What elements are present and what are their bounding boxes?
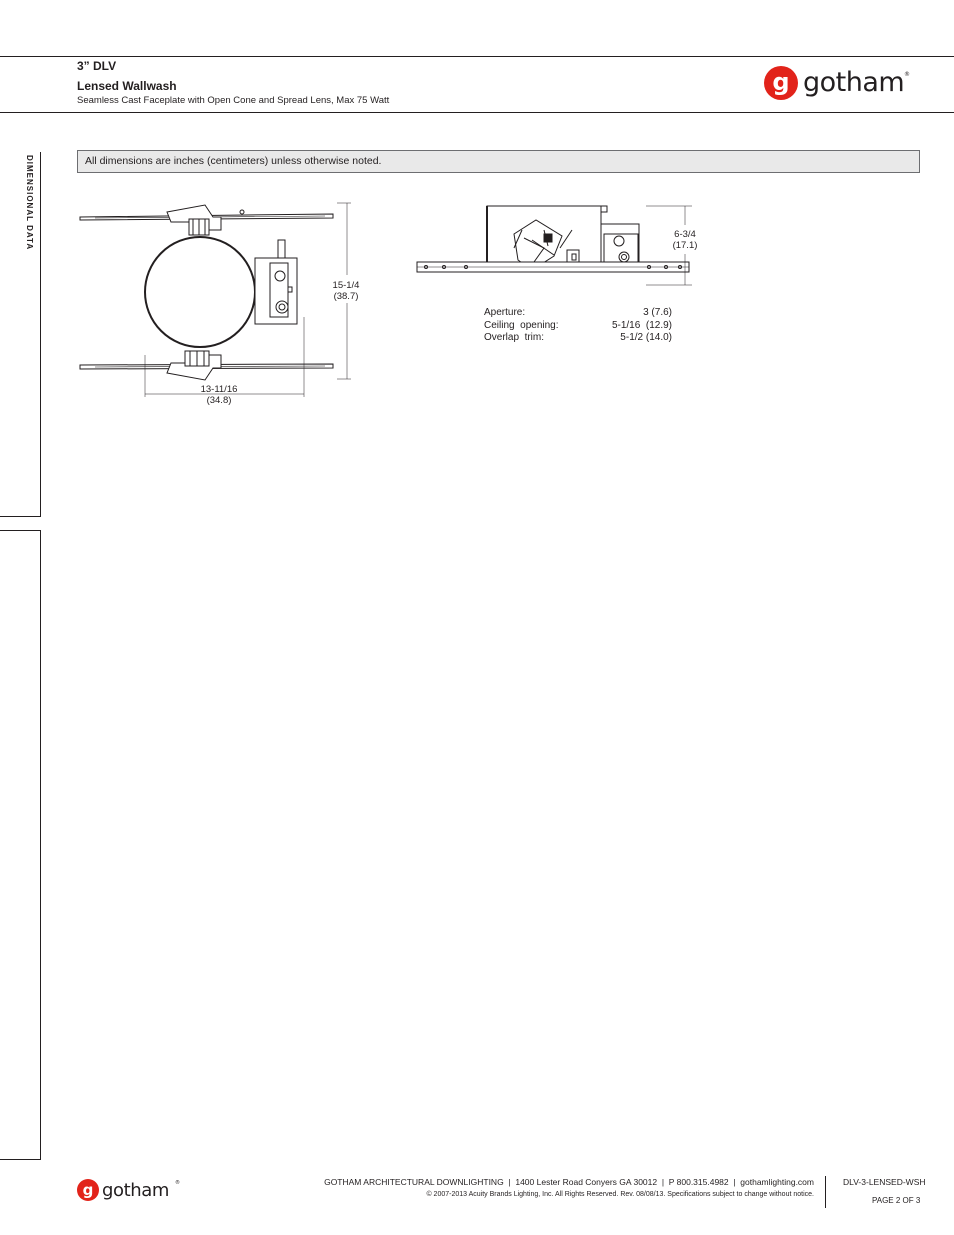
- plan-height-dimension: 15-1/4 (38.7): [332, 280, 360, 302]
- gotham-logo-mark-icon: [764, 64, 914, 104]
- sidebar-rule-lower-head: [0, 530, 41, 531]
- footer-logo: [77, 1177, 187, 1205]
- spec-row-ceiling-opening: Ceiling opening: 5-1/16 (12.9): [484, 319, 672, 331]
- page-number: PAGE 2 OF 3: [872, 1196, 921, 1205]
- sidebar-rule-lower-foot: [0, 1159, 41, 1160]
- spec-row-aperture: Aperture: 3 (7.6): [484, 307, 672, 318]
- gotham-logo: [764, 64, 914, 104]
- svg-text:®: ®: [904, 71, 910, 78]
- svg-text:gotham: gotham: [102, 1180, 170, 1201]
- plan-view-drawing: [75, 195, 365, 410]
- section-label: DIMENSIONAL DATA: [25, 155, 34, 251]
- sidebar-rule-lower: [40, 530, 41, 1160]
- svg-text:gotham: gotham: [803, 67, 905, 98]
- plan-width-dimension: 13-11/16 (34.8): [200, 384, 238, 406]
- footer-address: GOTHAM ARCHITECTURAL DOWNLIGHTING | 1400 Lester Road Conyers GA 30012 | P 800.315.4982 | gothamlighting.com: [324, 1177, 814, 1187]
- sidebar-rule-upper: [40, 152, 41, 516]
- footer-logo-mark-icon: [77, 1177, 187, 1205]
- header-top-rule: [0, 56, 954, 57]
- document-code: DLV-3-LENSED-WSH: [843, 1177, 926, 1187]
- footer-copyright: © 2007-2013 Acuity Brands Lighting, Inc. All Rights Reserved. Rev. 08/08/13. Specifications subject to change without notice.: [426, 1191, 814, 1198]
- footer-divider: [825, 1176, 826, 1208]
- product-description: Seamless Cast Faceplate with Open Cone and Spread Lens, Max 75 Watt: [77, 95, 390, 106]
- header-bottom-rule: [0, 112, 954, 113]
- svg-text:g: g: [772, 68, 790, 96]
- dimensions-note: All dimensions are inches (centimeters) unless otherwise noted.: [77, 150, 920, 173]
- sidebar-rule-upper-foot: [0, 516, 41, 517]
- elevation-height-dimension: 6-3/4 (17.1): [672, 229, 698, 251]
- product-name: Lensed Wallwash: [77, 79, 177, 93]
- svg-text:g: g: [82, 1181, 94, 1199]
- elevation-view-drawing: [414, 200, 694, 290]
- spec-row-overlap-trim: Overlap trim: 5-1/2 (14.0): [484, 332, 672, 343]
- product-title: 3” DLV: [77, 59, 117, 73]
- svg-text:®: ®: [175, 1180, 180, 1186]
- specs-table: [484, 307, 672, 345]
